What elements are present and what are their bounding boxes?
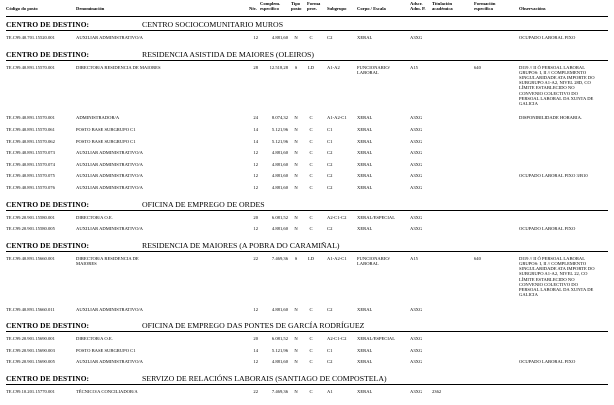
section-title: OFICINA DE EMPREGO DAS PONTES DE GARCÍA RODRÍGUEZ — [142, 321, 365, 331]
cell-tipo: N — [294, 35, 298, 40]
cell-line: LABORAL — [357, 69, 379, 75]
cell-denom — [76, 348, 246, 353]
section-rule — [6, 60, 608, 61]
cell-line: DIRECTOR/A RESIDENCIA DE — [76, 255, 139, 261]
cell-complem: 4.881,60 — [271, 226, 288, 232]
cell-line: XERAL — [357, 138, 373, 144]
cell-complem: 5.121,96 — [271, 138, 288, 144]
cell-line: OCUPADO LABORAL FIXO — [519, 359, 576, 365]
cell-forma: C — [309, 389, 313, 394]
cell-line: AUXILIAR ADMINISTRATIVO/A — [76, 185, 143, 190]
cell-forma: C — [309, 150, 313, 156]
cell-tipo: N — [294, 359, 298, 365]
cell-subgrupo: C1 — [327, 347, 333, 353]
cell-adscr: A3XG — [410, 127, 423, 132]
cell-forma: LD — [307, 255, 315, 261]
cell-codigo: TE.C99.40.891.15570.001 — [6, 115, 55, 121]
section-title: OFICINA DE EMPREGO DE ORDES — [142, 199, 265, 209]
cell-adscr: A3XG — [410, 306, 423, 312]
cell-subgrupo: A1-A2 — [327, 64, 340, 70]
header-nivel: Nív. — [249, 6, 257, 11]
cell-denom — [76, 307, 246, 312]
cell-adscr: A3XG — [410, 347, 423, 353]
cell-corpo — [357, 389, 409, 394]
cell-line: TÉCNICO/A CONCILIADOR/A — [76, 389, 138, 394]
cell-codigo: TE.C99.40.891.15570.075 — [6, 173, 55, 179]
cell-line: XERAL — [357, 35, 373, 40]
column-header — [0, 0, 614, 16]
cell-line: LÍMITE ESTABLECIDO NO — [519, 276, 575, 282]
cell-forma: C — [309, 347, 313, 353]
cell-obs — [519, 115, 611, 120]
cell-line: XERAL — [357, 359, 373, 365]
cell-codigo: TE.C99.40.891.15570.062 — [6, 138, 55, 144]
cell-codigo: TE.C99.40.891.15570.061 — [6, 127, 55, 132]
cell-line: XERAL — [357, 306, 373, 312]
cell-nivel: 14 — [253, 347, 258, 353]
header-formacion-especifica: específica — [474, 6, 493, 11]
section-label: CENTRO DE DESTINO: — [6, 321, 90, 331]
cell-denom — [76, 35, 246, 40]
cell-line: ADMINISTRADOR/A — [76, 115, 120, 121]
cell-adscr: A3XG — [410, 226, 423, 232]
cell-denom — [76, 226, 246, 231]
cell-corpo — [357, 359, 409, 364]
cell-denom — [76, 150, 246, 155]
cell-denom — [76, 215, 246, 220]
cell-line: AUXILIAR ADMINISTRATIVO/A — [76, 359, 143, 365]
cell-complem: 4.881,60 — [271, 306, 288, 312]
header-prov: prov. — [307, 6, 317, 11]
cell-obs — [519, 65, 611, 107]
cell-subgrupo: C2 — [327, 161, 333, 167]
cell-denom — [76, 127, 246, 132]
cell-denom — [76, 359, 246, 364]
cell-adscr: A15 — [410, 64, 418, 70]
header-denominacion: Denominación — [76, 6, 105, 11]
table-row — [0, 336, 614, 342]
table-row — [0, 359, 614, 365]
cell-line: GRUPOS: I, II // COMPLEMENTO — [519, 69, 587, 75]
section-label: CENTRO DE DESTINO: — [6, 20, 90, 29]
cell-codigo: TE.C99.40.891.15660.011 — [6, 306, 55, 312]
cell-denom — [76, 65, 246, 70]
table-row — [0, 215, 614, 221]
cell-codigo: TE.C99.20.901.15580.005 — [6, 226, 55, 232]
cell-line: CONVENIO COLECTIVO DO — [519, 90, 578, 96]
cell-line: DI19 // II Ó PERSOAL LABORAL — [519, 64, 586, 70]
cell-adscr: A3XG — [410, 138, 423, 144]
cell-nivel: 12 — [253, 306, 258, 312]
cell-complem: 6.081,52 — [271, 336, 288, 342]
cell-forma: C — [309, 226, 313, 232]
cell-adscr: A3XG — [410, 185, 423, 190]
cell-obs — [519, 256, 611, 298]
cell-nivel: 12 — [253, 359, 258, 365]
header-observacions: Observacións — [519, 6, 546, 11]
cell-codigo: TE.C99.40.891.15660.001 — [6, 255, 55, 261]
cell-complem: 7.469,36 — [271, 255, 288, 261]
cell-forma: C — [309, 173, 313, 179]
cell-tipo: N — [294, 150, 298, 156]
section-header — [6, 321, 608, 332]
header-adm: Adm. P. — [410, 6, 426, 11]
cell-subgrupo: A1 — [327, 389, 333, 394]
cell-corpo — [357, 307, 409, 312]
cell-adscr: A3XG — [410, 359, 423, 365]
cell-tipo: N — [294, 185, 298, 190]
cell-corpo — [357, 173, 409, 178]
cell-codigo: TE.C99.40.891.15570.074 — [6, 161, 55, 167]
table-row — [0, 256, 614, 301]
cell-line: XERAL — [357, 150, 373, 156]
cell-line: POSTO BASE SUBGRUPO C1 — [76, 138, 136, 144]
cell-line: PERSOAL LABORAL DA XUNTA DE — [519, 95, 594, 101]
cell-nivel: 12 — [253, 185, 258, 190]
cell-tipo: N — [294, 389, 298, 394]
cell-line: OCUPADO LABORAL FIXO — [519, 226, 576, 232]
cell-codigo: TE.C99.40.891.15570.073 — [6, 150, 55, 156]
cell-nivel: 20 — [253, 336, 258, 342]
cell-line: DIRECTOR/A O.E. — [76, 214, 113, 220]
cell-codigo: TE.C99.20.901.15690.005 — [6, 359, 55, 365]
cell-subgrupo: C2 — [327, 226, 333, 232]
section-header — [6, 50, 608, 61]
cell-denom — [76, 162, 246, 167]
table-row — [0, 115, 614, 121]
cell-line: OCUPADO LABORAL FIXO — [519, 35, 576, 40]
header-adscr: Adscr. — [410, 1, 423, 6]
cell-denom — [76, 185, 246, 190]
cell-forma: C — [309, 127, 313, 132]
cell-forma: C — [309, 35, 313, 40]
cell-codigo: TE.C99.40.891.15570.001 — [6, 64, 55, 70]
table-row — [0, 185, 614, 191]
cell-nivel: 22 — [253, 255, 258, 261]
table-row — [0, 65, 614, 110]
header-especifico: específico — [260, 6, 279, 11]
section-label: CENTRO DE DESTINO: — [6, 374, 90, 383]
table-row — [0, 127, 614, 133]
header-tipo: Tipo — [291, 1, 301, 6]
cell-line: FUNCIONARIO/ — [357, 255, 390, 261]
cell-corpo — [357, 139, 409, 144]
cell-line: CONVENIO COLECTIVO DO — [519, 281, 578, 287]
cell-line: GALICIA — [519, 101, 538, 107]
section-title: CENTRO SOCIOCOMUNITARIO MUROS — [142, 20, 284, 29]
cell-line: AUXILIAR ADMINISTRATIVO/A — [76, 35, 143, 40]
cell-corpo — [357, 256, 409, 266]
cell-corpo — [357, 336, 409, 341]
cell-line: AUXILIAR ADMINISTRATIVO/A — [76, 150, 143, 156]
cell-corpo — [357, 65, 409, 75]
cell-tipo: N — [294, 214, 298, 220]
header-titulacion: Titulación — [432, 1, 453, 6]
cell-line: XERAL — [357, 173, 373, 179]
cell-line: SINGULARIDADE ATA IMPORTE DO — [519, 75, 595, 80]
cell-complem: 4.881,60 — [271, 150, 288, 156]
cell-nivel: 12 — [253, 173, 258, 179]
cell-line: PERSOAL LABORAL DA XUNTA DE — [519, 287, 594, 293]
cell-nivel: 14 — [253, 127, 258, 132]
section-title: SERVIZO DE RELACIÓNS LABORAIS (SANTIAGO DE COMPOSTELA) — [142, 374, 387, 383]
header-formacion: Formación — [474, 1, 496, 6]
cell-line: DIRECTOR/A RESIDENCIA DE MAIORES — [76, 64, 161, 70]
cell-tipo: S — [294, 64, 298, 70]
cell-codigo: TE.C99.20.901.15690.001 — [6, 336, 55, 342]
cell-line: LÍMITE ESTABLECIDO NO — [519, 85, 575, 91]
cell-line: XERAL — [357, 115, 373, 121]
cell-adscr: A3XG — [410, 35, 423, 40]
section-header — [6, 374, 608, 385]
cell-line: POSTO BASE SUBGRUPO C1 — [76, 347, 136, 353]
cell-corpo — [357, 215, 409, 220]
cell-nivel: 12 — [253, 35, 258, 40]
cell-line: FUNCIONARIO/ — [357, 64, 390, 70]
cell-adscr: A3XG — [410, 173, 423, 179]
cell-nivel: 12 — [253, 161, 258, 167]
cell-complem: 4.881,60 — [271, 161, 288, 167]
cell-subgrupo: C1 — [327, 138, 333, 144]
cell-line: DIRECTOR/A O.E. — [76, 336, 113, 342]
header-complem: Complem. — [260, 1, 281, 6]
cell-subgrupo: C2 — [327, 150, 333, 156]
cell-nivel: 24 — [253, 115, 258, 121]
cell-line: SUBGRUPO A1-A2, NIVEL 28D, CO — [519, 80, 591, 86]
cell-denom — [76, 256, 246, 266]
header-corpo: Corpo / Escala — [357, 6, 386, 11]
table-row — [0, 150, 614, 156]
header-rule — [6, 16, 608, 17]
cell-subgrupo: A2-C1-C2 — [327, 214, 347, 220]
cell-line: POSTO BASE SUBGRUPO C1 — [76, 127, 136, 132]
header-subgrupo: Subgrupo — [327, 6, 347, 11]
section-label: CENTRO DE DESTINO: — [6, 199, 90, 209]
cell-denom — [76, 115, 246, 120]
header-codigo: Código do posto — [6, 6, 38, 11]
cell-line: GALICIA — [519, 292, 538, 298]
table-row — [0, 35, 614, 41]
cell-adscr: A3XG — [410, 336, 423, 342]
cell-line: XERAL — [357, 389, 373, 394]
table-row — [0, 389, 614, 395]
cell-line: LABORAL — [357, 261, 379, 266]
cell-corpo — [357, 150, 409, 155]
cell-obs — [519, 359, 611, 364]
cell-adscr: A3XG — [410, 150, 423, 156]
cell-form: 640 — [474, 64, 481, 70]
cell-complem: 4.881,60 — [271, 185, 288, 190]
cell-tipo: N — [294, 336, 298, 342]
cell-denom — [76, 139, 246, 144]
cell-complem: 4.881,60 — [271, 35, 288, 40]
cell-codigo: TE.C99.40.701.15520.001 — [6, 35, 55, 40]
cell-complem: 12.518,28 — [269, 64, 288, 70]
cell-codigo: TE.C99.10.201.15770.001 — [6, 389, 55, 394]
cell-line: GRUPOS: I, II // COMPLEMENTO — [519, 261, 587, 266]
cell-forma: C — [309, 138, 313, 144]
section-header — [6, 200, 608, 211]
cell-tipo: N — [294, 127, 298, 132]
cell-nivel: 12 — [253, 226, 258, 232]
cell-corpo — [357, 348, 409, 353]
cell-subgrupo: C2 — [327, 359, 333, 365]
cell-line: XERAL/ESPECIAL — [357, 214, 396, 220]
cell-complem: 7.469,36 — [271, 389, 288, 394]
cell-denom — [76, 336, 246, 341]
cell-line: DI19 // II Ó PERSOAL LABORAL — [519, 255, 586, 261]
cell-nivel: 22 — [253, 389, 258, 394]
cell-codigo: TE.C99.20.901.15580.001 — [6, 214, 55, 220]
cell-line: XERAL — [357, 185, 373, 190]
cell-subgrupo: C2 — [327, 306, 333, 312]
section-header — [6, 20, 608, 31]
cell-tipo: N — [294, 161, 298, 167]
cell-forma: C — [309, 115, 313, 121]
cell-complem: 8.074,32 — [271, 115, 288, 121]
section-header — [6, 241, 608, 252]
cell-line: DISPONIBILIDADE HORARIA. — [519, 115, 583, 121]
cell-form: 640 — [474, 255, 481, 261]
header-posto: posto — [291, 6, 302, 11]
cell-adscr: A3XG — [410, 115, 423, 121]
section-rule — [6, 384, 608, 385]
cell-line: AUXILIAR ADMINISTRATIVO/A — [76, 173, 143, 179]
table-row — [0, 162, 614, 168]
cell-complem: 4.881,60 — [271, 359, 288, 365]
cell-line: XERAL — [357, 161, 373, 167]
section-title: RESIDENCIA DE MAIORES (A POBRA DO CARAMIÑAL) — [142, 240, 340, 250]
section-title: RESIDENCIA ASISTIDA DE MAIORES (OLEIROS) — [142, 49, 314, 59]
cell-obs — [519, 35, 611, 40]
section-label: CENTRO DE DESTINO: — [6, 240, 90, 250]
cell-adscr: A3XG — [410, 161, 423, 167]
table-row — [0, 139, 614, 145]
cell-line: AUXILIAR ADMINISTRATIVO/A — [76, 306, 143, 312]
cell-line: SINGULARIDADE ATA IMPORTE DO — [519, 266, 595, 272]
cell-complem: 5.121,96 — [271, 347, 288, 353]
cell-corpo — [357, 226, 409, 231]
cell-line: XERAL — [357, 226, 373, 232]
cell-adscr: A15 — [410, 255, 418, 261]
cell-tipo: N — [294, 347, 298, 353]
cell-subgrupo: A1-A2-C1 — [327, 115, 347, 121]
table-row — [0, 307, 614, 313]
table-row — [0, 348, 614, 354]
cell-forma: C — [309, 359, 313, 365]
cell-obs — [519, 173, 611, 178]
cell-line: OCUPADO LABORAL FIXO 3/B10 — [519, 173, 588, 179]
section-rule — [6, 331, 608, 332]
cell-tipo: N — [294, 138, 298, 144]
cell-forma: LD — [307, 64, 315, 70]
cell-corpo — [357, 162, 409, 167]
cell-nivel: 20 — [253, 214, 258, 220]
cell-subgrupo: A1-A2-C1 — [327, 255, 347, 261]
cell-nivel: 12 — [253, 150, 258, 156]
cell-subgrupo: C1 — [327, 127, 333, 132]
cell-forma: C — [309, 161, 313, 167]
header-forma: Forma — [307, 1, 321, 6]
cell-tipo: N — [294, 306, 298, 312]
cell-nivel: 28 — [253, 64, 258, 70]
cell-forma: C — [309, 336, 313, 342]
cell-corpo — [357, 185, 409, 190]
cell-tipo: S — [294, 255, 298, 261]
section-rule — [6, 210, 608, 211]
cell-subgrupo: A2-C1-C2 — [327, 336, 347, 342]
cell-nivel: 14 — [253, 138, 258, 144]
cell-line: AUXILIAR ADMINISTRATIVO/A — [76, 226, 143, 232]
cell-line: XERAL — [357, 127, 373, 132]
cell-tipo: N — [294, 173, 298, 179]
cell-corpo — [357, 115, 409, 120]
cell-tipo: N — [294, 115, 298, 121]
header-academica: académica — [432, 6, 453, 11]
cell-complem: 4.881,60 — [271, 173, 288, 179]
cell-tipo: N — [294, 226, 298, 232]
cell-forma: C — [309, 185, 313, 190]
cell-line: XERAL — [357, 347, 373, 353]
cell-codigo: TE.C99.40.891.15570.076 — [6, 185, 55, 190]
cell-line: SUBGRUPO A1-A2, NIVEL 22, CO — [519, 271, 588, 277]
cell-line: XERAL/ESPECIAL — [357, 336, 396, 342]
cell-line: MAIORES — [76, 261, 97, 266]
cell-complem: 5.121,96 — [271, 127, 288, 132]
cell-corpo — [357, 35, 409, 40]
cell-adscr: A3XG — [410, 389, 423, 394]
section-rule — [6, 251, 608, 252]
table-row — [0, 226, 614, 232]
section-rule — [6, 30, 608, 31]
cell-forma: C — [309, 214, 313, 220]
cell-corpo — [357, 127, 409, 132]
cell-titul: 2362 — [432, 389, 442, 394]
section-label: CENTRO DE DESTINO: — [6, 49, 90, 59]
table-row — [0, 173, 614, 179]
cell-line: AUXILIAR ADMINISTRATIVO/A — [76, 161, 143, 167]
cell-adscr: A3XG — [410, 214, 423, 220]
cell-subgrupo: C2 — [327, 185, 333, 190]
cell-forma: C — [309, 306, 313, 312]
cell-complem: 6.081,52 — [271, 214, 288, 220]
cell-denom — [76, 173, 246, 178]
cell-denom — [76, 389, 246, 394]
cell-codigo: TE.C99.20.901.15690.003 — [6, 347, 55, 353]
cell-subgrupo: C2 — [327, 173, 333, 179]
cell-obs — [519, 226, 611, 231]
cell-subgrupo: C2 — [327, 35, 333, 40]
